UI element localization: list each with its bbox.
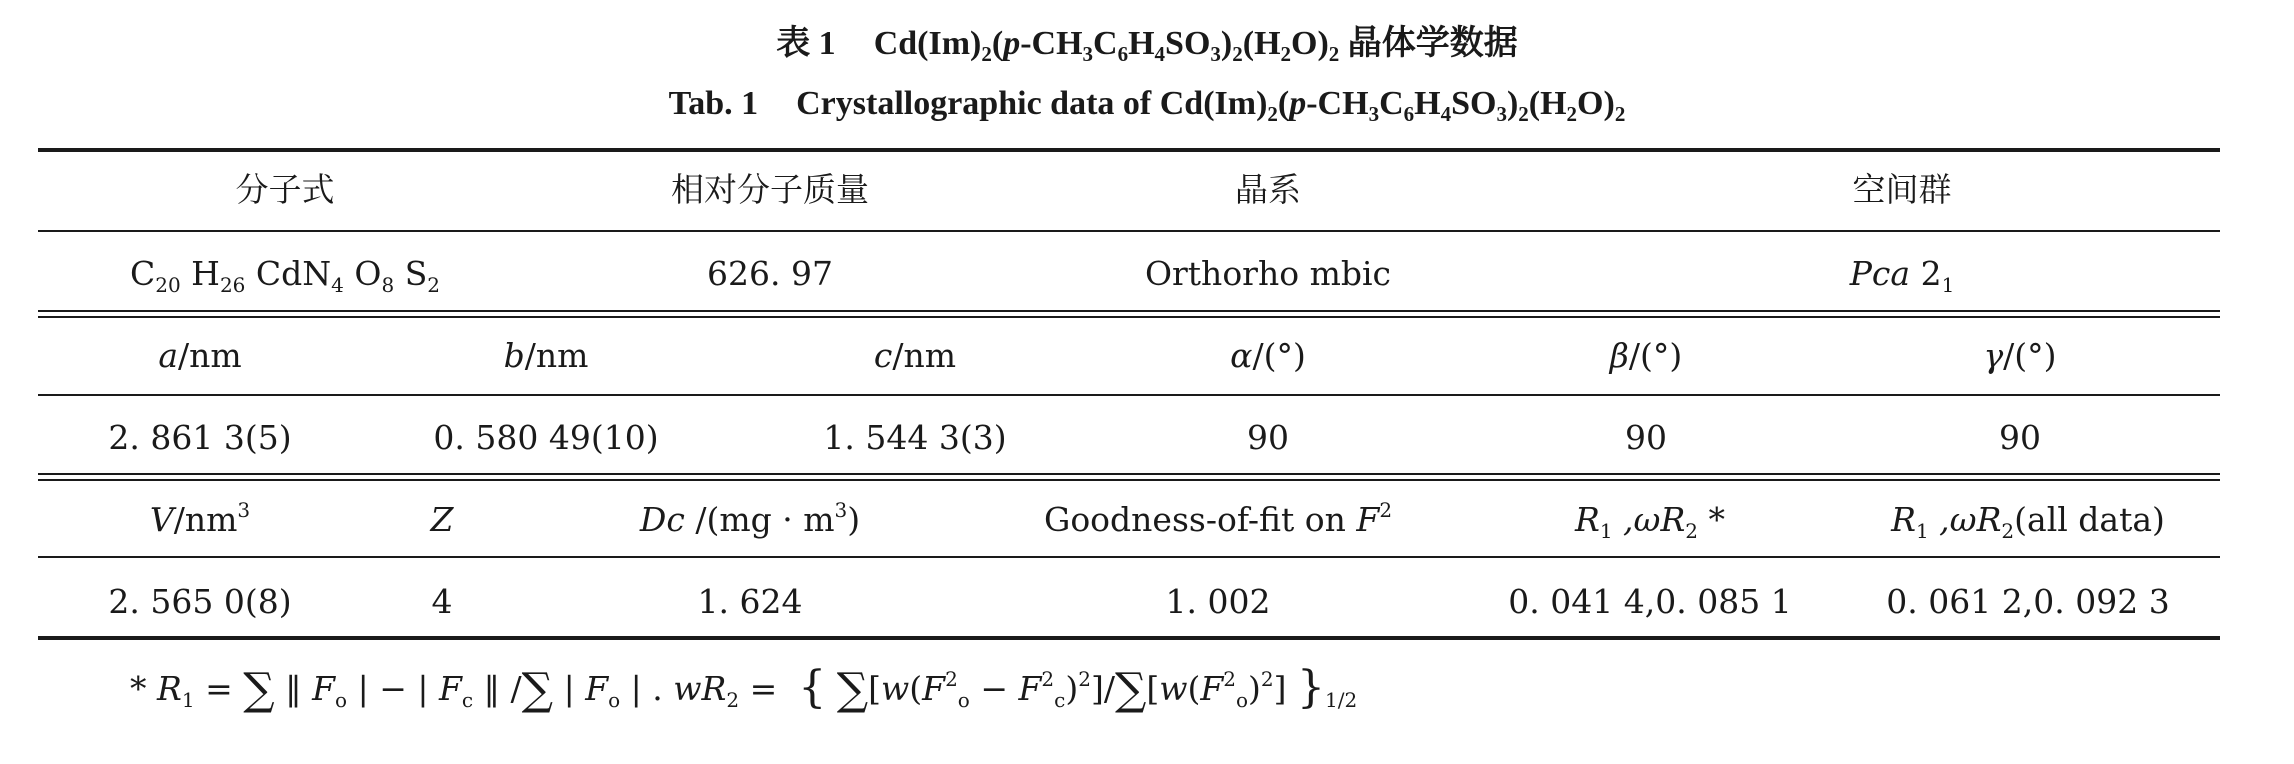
superscript: 3 [237,498,251,522]
paren: ( [1528,85,1541,122]
abs-bar: | [347,669,380,708]
unit: /(°) [1628,336,1683,375]
paren: ) [1317,25,1329,62]
table-label-en: Tab. 1 [668,85,759,122]
subscript: 1 [1941,273,1955,297]
paren: ) [1506,85,1519,122]
symbol-omega: ,ω [1612,500,1661,539]
formula-h: H [1540,85,1567,122]
row-divider [38,230,2220,232]
paren: ) [970,25,982,62]
symbol-r: R [1574,500,1600,539]
formula-im: Im [1214,85,1257,122]
space-group-symbol: Pca [1849,254,1911,293]
formula-so: SO [1451,85,1497,122]
superscript: 2 [1260,667,1274,691]
paren: ) [847,500,861,539]
paren: ) [1220,25,1233,62]
paren: ( [991,25,1004,62]
sum-icon: ∑ [836,664,869,715]
superscript: 2 [1041,667,1055,691]
exponent-half: 1/2 [1325,688,1358,712]
symbol-c: c [873,336,893,375]
paren: ( [909,669,923,708]
formula-ch: -CH [1306,85,1369,122]
paren: ) [1248,669,1261,708]
header-density [640,500,860,540]
subscript: o [608,688,621,712]
header-c [874,336,956,376]
left-brace: { [798,662,827,713]
symbol-f: F [438,669,462,708]
value-density: 1. 624 [697,582,803,621]
symbol-w: w [673,669,702,708]
subscript: 2 [726,688,740,712]
symbol-f: F [312,669,336,708]
symbol-gamma: γ [1983,336,2004,375]
header-crystal-system: 晶系 [1235,170,1301,209]
norm-bar: ‖ [274,669,313,708]
value-crystal-system: Orthorho mbic [1144,254,1392,293]
subscript: 20 [155,273,181,297]
symbol-dc: Dc [639,500,685,539]
symbol-f: F [1018,669,1042,708]
subscript: 3 [1496,102,1507,126]
symbol-r: R [157,669,182,708]
bottom-rule [38,636,2220,640]
paren: ( [1277,85,1290,122]
header-gamma [1983,336,2056,376]
formula-o: O [354,254,382,293]
table-label-zh: 表 1 [776,25,836,62]
paren: ) [1603,85,1615,122]
slash: / [510,669,522,708]
symbol-w: w [1159,669,1188,708]
formula-h: H [1254,25,1281,62]
subscript: 8 [381,273,395,297]
header-beta [1610,336,1682,376]
value-relative-molecular-mass: 626. 97 [707,254,833,293]
paren: ) [1065,669,1079,708]
subscript: 2 [1685,519,1699,543]
header-z [431,500,454,540]
left-bracket: [ [1146,669,1160,708]
superscript: 2 [945,667,958,691]
unit: /nm [524,336,589,375]
sum-icon: ∑ [1114,664,1147,715]
subscript: c [1054,688,1066,712]
subscript: 4 [1440,102,1452,126]
minus-sign: − [969,669,1019,708]
formula-h: H [1414,85,1441,122]
subscript: o [335,688,348,712]
value-r-factors-all-data: 0. 061 2,0. 092 3 [1886,582,2170,621]
subscript: 2 [1614,102,1626,126]
formula-c: C [1093,25,1118,62]
subscript: 2 [1566,102,1578,126]
table-title-en-prefix: Crystallographic data of [796,85,1152,122]
subscript: 2 [2001,519,2015,543]
subscript: 3 [1082,42,1094,66]
superscript: 2 [1379,498,1393,522]
section-divider-upper [38,473,2220,475]
formula-s: S [404,254,428,293]
table-title-zh-tail: 晶体学数据 [1347,25,1518,62]
abs-bar: | [620,669,653,708]
subscript: 3 [1368,102,1380,126]
subscript: 2 [1280,42,1292,66]
unit: /nm [173,500,238,539]
subscript: 2 [981,42,992,66]
value-goodness-of-fit: 1. 002 [1165,582,1271,621]
unit: /nm [892,336,957,375]
all-data-label: (all data) [2014,500,2165,539]
header-r-factors [1574,500,1726,543]
paren: ( [1203,85,1215,122]
symbol-a: a [158,336,179,375]
header-space-group: 空间群 [1852,170,1952,209]
paren: ( [1187,669,1201,708]
left-bracket: [ [868,669,882,708]
norm-bar: ‖ [473,669,511,708]
value-beta: 90 [1625,418,1667,457]
formula-o: O [1577,85,1604,122]
symbol-f: F [922,669,946,708]
subscript: o [1236,688,1249,712]
header-r-factors-all-data [1891,500,2165,543]
subscript: 2 [1328,42,1340,66]
subscript: c [461,688,474,712]
symbol-omega: ,ω [1928,500,1977,539]
formula-h: H [1128,25,1155,62]
formula-cd: Cd [873,25,918,62]
formula-ch: -CH [1020,25,1083,62]
formula-cdn: CdN [255,254,332,293]
right-bracket: ] [1090,669,1104,708]
subscript: 2 [1267,102,1278,126]
symbol-z: Z [430,500,454,539]
equals-sign: = [739,669,788,708]
formula-para: p [1003,25,1021,62]
symbol-v: V [149,500,174,539]
formula-h: H [191,254,220,293]
value-r-factors: 0. 041 4,0. 085 1 [1508,582,1792,621]
subscript: 2 [1518,102,1529,126]
header-b [504,336,589,376]
right-brace: } [1297,662,1326,713]
footnote-marker: * [1698,500,1726,539]
unit: /(°) [2003,336,2057,375]
subscript: 3 [1210,42,1221,66]
value-alpha: 90 [1247,418,1289,457]
table-caption-en [0,84,2294,124]
gof-text: Goodness-of-fit on [1043,500,1357,539]
slash: / [1103,669,1115,708]
formula-im: Im [928,25,971,62]
paren: ( [917,25,929,62]
subscript: 26 [219,273,246,297]
section-divider-lower [38,316,2220,318]
formula-c: C [129,254,156,293]
header-molecular-formula: 分子式 [235,170,335,209]
minus-sign: − [379,669,418,708]
section-divider-lower [38,479,2220,481]
symbol-w: w [881,669,910,708]
subscript: 2 [1232,42,1243,66]
value-c: 1. 544 3(3) [823,418,1007,457]
value-a: 2. 861 3(5) [108,418,292,457]
subscript: 6 [1403,102,1415,126]
right-bracket: ] [1273,669,1287,708]
abs-bar: | [417,669,439,708]
top-rule [38,148,2220,152]
subscript: 2 [427,273,441,297]
subscript: 6 [1117,42,1129,66]
sum-icon: ∑ [243,664,275,715]
table-footnote [130,662,1358,715]
footnote-marker: * [130,669,147,708]
formula-c: C [1379,85,1404,122]
equals-sign: = [194,669,244,708]
value-molecular-formula [129,254,441,297]
header-relative-molecular-mass: 相对分子质量 [671,170,869,209]
symbol-b: b [503,336,525,375]
symbol-f: F [1356,500,1380,539]
row-divider [38,394,2220,396]
period: . [652,669,674,708]
value-space-group [1849,254,1955,297]
subscript: 1 [1915,519,1929,543]
subscript: 1 [181,688,195,712]
row-divider [38,556,2220,558]
header-a [158,336,241,376]
subscript: 4 [331,273,344,297]
superscript: 2 [1223,667,1236,691]
header-volume [150,500,250,540]
subscript: 4 [1154,42,1166,66]
symbol-r: R [1660,500,1686,539]
space-group-number: 2 [1920,254,1942,293]
symbol-r: R [701,669,727,708]
formula-cd: Cd [1159,85,1204,122]
sum-icon: ∑ [521,664,554,715]
symbol-alpha: α [1230,336,1253,375]
section-divider-upper [38,310,2220,312]
value-gamma: 90 [1999,418,2041,457]
formula-so: SO [1165,25,1211,62]
header-goodness-of-fit [1044,500,1392,540]
abs-bar: | [553,669,586,708]
superscript: 2 [1078,667,1091,691]
formula-o: O [1291,25,1318,62]
paren: ( [1242,25,1255,62]
header-alpha [1230,336,1306,376]
unit: /(°) [1252,336,1306,375]
unit: /(mg · m [684,500,835,539]
symbol-r: R [1976,500,2002,539]
symbol-r: R [1891,500,1916,539]
value-b: 0. 580 49(10) [433,418,659,457]
value-volume: 2. 565 0(8) [108,582,292,621]
value-z: 4 [431,582,453,621]
superscript: 3 [834,498,848,522]
symbol-f: F [585,669,609,708]
paren: ) [1256,85,1268,122]
subscript: 1 [1599,519,1613,543]
unit: /nm [178,336,242,375]
table-caption-zh [0,24,2294,64]
formula-para: p [1289,85,1307,122]
symbol-beta: β [1609,336,1629,375]
subscript: o [957,688,970,712]
symbol-f: F [1200,669,1224,708]
